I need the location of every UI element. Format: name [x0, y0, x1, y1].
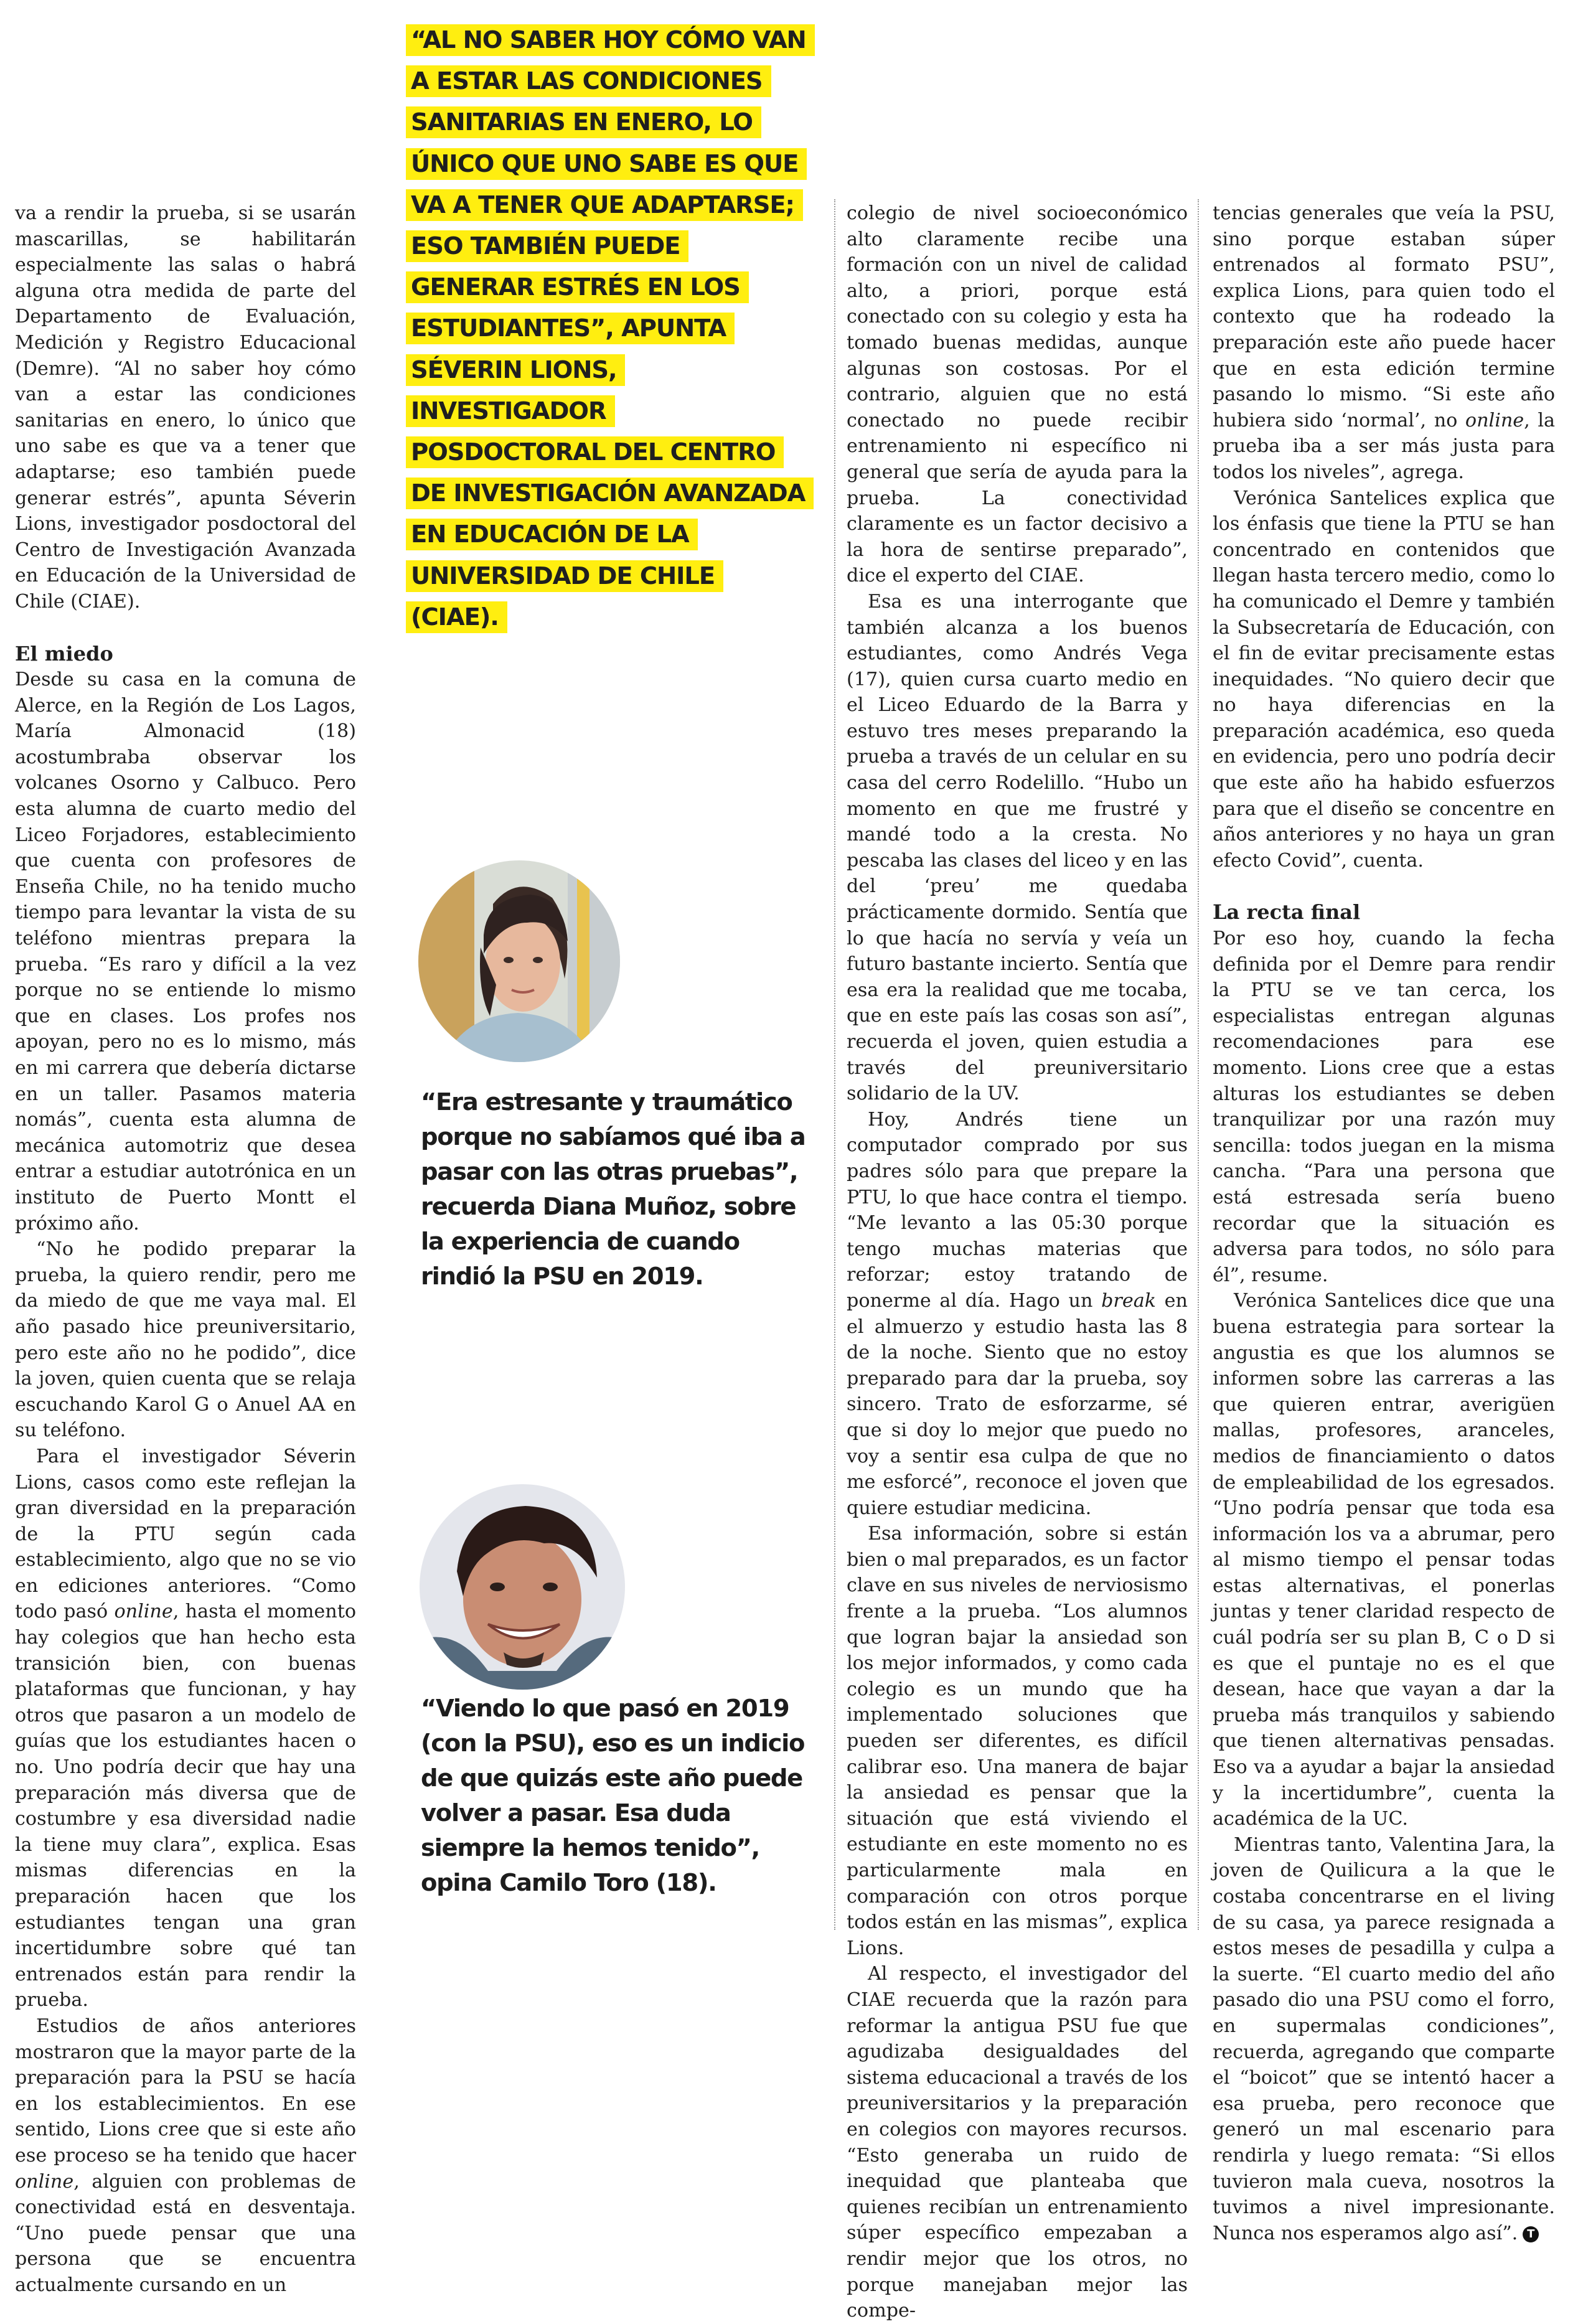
pull-quote-line: SÉVERIN LIONS, — [406, 354, 625, 386]
photo-caption-diana — [421, 1085, 832, 1294]
caption-line: “Viendo lo que pasó en 2019 — [421, 1695, 789, 1723]
caption-line: siempre la hemos tenido”, — [421, 1834, 759, 1862]
pull-quote-line: ESO TAMBIÉN PUEDE — [406, 230, 688, 262]
article-column-1 — [15, 200, 356, 2298]
paragraph: Esa es una interrogante que también alcanza a los buenos estudiantes, como Andrés Vega (17), quien cursa cuarto medio en el Liceo Eduardo de la Barra y estuvo tres meses preparando la prueba a través de un celular en su casa del cerro Rodelillo. “Hubo un momento en que me frustré y mandé todo a la cresta. No pescaba las clases del liceo y en las del ‘preu’ me quedaba prácticamente dormido. Sentía que lo que hacía no servía y veía un futuro bastante incierto. Sentía que esa era la realidad que me tocaba, que en este país las cosas son así”, recuerda el joven, quien estudia a través del preuniversitario solidario de la UV. — [847, 590, 1188, 1105]
column-divider — [834, 199, 835, 1930]
paragraph: Verónica Santelices explica que los énfasis que tiene la PTU se han concentrado en contenidos que llegan hasta tercero medio, como lo ha comunicado el Demre y también la Subsecretaría de Educación, con el fin de evitar precisamente estas inequidades. “No quiero decir que no haya diferencias en la preparación académica, eso queda en evidencia, pero uno podría decir que este año ha habido esfuerzos para que el diseño se concentre en años anteriores y no haya un gran efecto Covid”, cuenta. — [1213, 487, 1555, 872]
photo-caption-camilo — [421, 1691, 832, 1901]
pull-quote-line: VA A TENER QUE ADAPTARSE; — [406, 189, 803, 221]
caption-line: la experiencia de cuando — [421, 1228, 740, 1256]
paragraph: tencias generales que veía la PSU, sino porque estaban súper entrenados al formato PSU”, explica Lions, para quien todo el contexto que ha rodeado la preparación este año puede hacer que en esta edición termine pasando lo mismo. “Si este año hubiera sido ‘normal’, no online, la prueba iba a ser más justa para todos los niveles”, agrega. — [1213, 202, 1555, 483]
paragraph: Por eso hoy, cuando la fecha definida por el Demre para rendir la PTU se ve tan cerca, los especialistas entregan algunas recomendaciones para ese momento. Lions cree que a estas alturas los estudiantes se deben tranquilizar por una razón muy sencilla: todos juegan en la misma cancha. “Para una persona que está estresada sería bueno recordar que la situación es adversa para todos, no sólo para él”, resume. — [1213, 928, 1555, 1286]
paragraph: Esa información, sobre si están bien o mal preparados, es un factor clave en sus niveles de nerviosismo frente a la prueba. “Los alumnos que logran bajar la ansiedad son los mejor informados, y como cada colegio es un mundo que ha implementado soluciones que pueden ser diferentes, es difícil calibrar eso. Una manera de bajar la ansiedad es pensar que la situación que está viviendo el estudiante en este momento no es particularmente mala en comparación con otros porque todos están en las mismas”, explica Lions. — [847, 1523, 1188, 1959]
pull-quote-line: SANITARIAS EN ENERO, LO — [406, 106, 761, 138]
caption-line: rindió la PSU en 2019. — [421, 1263, 703, 1291]
end-of-article-icon: T — [1523, 2226, 1539, 2242]
pull-quote — [406, 20, 817, 638]
paragraph: colegio de nivel socioeconómico alto claramente recibe una formación con un nivel de calidad alto, a priori, porque está conectado con su colegio y esta ha tomado buenas medidas, aunque algunas son costosas. Por el contrario, alguien que no está conectado no puede recibir entrenamiento ni específico ni general que sería de ayuda para la prueba. La conectividad claramente es un factor decisivo a la hora de sentirse preparado”, dice el experto del CIAE. — [847, 202, 1188, 587]
section-heading-el-miedo: El miedo — [15, 641, 113, 666]
section-heading-la-recta-final: La recta final — [1213, 900, 1361, 924]
paragraph: Hoy, Andrés tiene un computador comprado por sus padres sólo para que prepare la PTU, lo que hace contra el tiempo. “Me levanto a las 05:30 porque tengo muchas materias que reforzar; estoy tratando de ponerme al día. Hago un break en el almuerzo y estudio hasta las 8 de la noche. Siento que no estoy preparado para dar la prueba, soy sincero. Trato de esforzarme, sé que si doy lo mejor que puedo no voy a sentir esa culpa de que no me esforcé”, reconoce el joven que quiere estudiar medicina. — [847, 1108, 1188, 1519]
caption-line: recuerda Diana Muñoz, sobre — [421, 1193, 796, 1221]
article-column-3 — [847, 200, 1188, 2324]
pull-quote-line: DE INVESTIGACIÓN AVANZADA — [406, 478, 814, 509]
pull-quote-line: POSDOCTORAL DEL CENTRO — [406, 436, 784, 468]
paragraph: Verónica Santelices dice que una buena estrategia para sortear la angustia es que los alumnos se informen sobre las carreras a las que quieren entrar, averigüen mallas, profesores, aranceles, medios de financiamiento o datos de empleabilidad de los egresados. “Uno podría pensar que toda esa información los va a abrumar, pero al mismo tiempo el pensar todas estas alternativas, el ponerlas juntas y tener claridad respecto de cuál podría ser su plan B, C o D si es que el puntaje no es el que desean, hace que vayan a dar la prueba más tranquilos y sabiendo que tienen alternativas pensadas. Eso va a ayudar a bajar la ansiedad y la incertidumbre”, cuenta la académica de la UC. — [1213, 1290, 1555, 1830]
article-column-4 — [1213, 200, 1555, 2246]
paragraph: va a rendir la prueba, si se usarán mascarillas, se habilitarán especialmente las salas o habrá alguna otra medida de parte del Departamento de Evaluación, Medición y Registro Educacional (Demre). “Al no saber hoy cómo van a estar las condiciones sanitarias en enero, lo único que uno sabe es que va a tener que adaptarse; eso también puede generar estrés”, apunta Séverin Lions, investigador posdoctoral del Centro de Investigación Avanzada en Educación de la Universidad de Chile (CIAE). — [15, 202, 356, 613]
portrait-photo-camilo — [420, 1484, 625, 1690]
caption-line: “Era estresante y traumático — [421, 1088, 792, 1116]
paragraph: Para el investigador Séverin Lions, casos como este reflejan la gran diversidad en la preparación de la PTU según cada establecimiento, algo que no se vio en ediciones anteriores. “Como todo pasó online, hasta el momento hay colegios que han hecho esta transición bien, con buenas plataformas que funcionan, y hay otros que pasaron a un modelo de guías que los estudiantes hacen o no. Uno podría decir que hay una preparación más diversa que de costumbre y esa diversidad nadie la tiene muy clara”, explica. Esas mismas diferencias en la preparación hacen que los estudiantes tengan una gran incertidumbre sobre qué tan entrenados están para rendir la prueba. — [15, 1445, 357, 2011]
caption-line: porque no sabíamos qué iba a — [421, 1123, 806, 1151]
paragraph: Desde su casa en la comuna de Alerce, en la Región de Los Lagos, María Almonacid (18) acostumbraba observar los volcanes Osorno y Calbuco. Pero esta alumna de cuarto medio del Liceo Forjadores, establecimiento que cuenta con profesores de Enseña Chile, no ha tenido mucho tiempo para levantar la vista de su teléfono mientras prepara la prueba. “Es raro y difícil a la vez porque no se entiende lo mismo que en clases. Los profes nos apoyan, pero no es lo mismo, más en mi carrera que debería dictarse en un taller. Pasamos materia nomás”, cuenta esta alumna de mecánica automotriz que desea entrar a estudiar autotrónica en un instituto de Puerto Montt el próximo año. — [15, 669, 356, 1235]
pull-quote-line: ESTUDIANTES”, APUNTA — [406, 313, 735, 344]
caption-line: opina Camilo Toro (18). — [421, 1869, 716, 1897]
portrait-photo-diana — [418, 860, 620, 1062]
column-divider — [1198, 199, 1199, 1930]
paragraph: Mientras tanto, Valentina Jara, la joven de Quilicura a la que le costaba concentrarse en el living de su casa, ya parece resignada a estos meses de pesadilla y culpa a la suerte. “El cuarto medio del año pasado dio una PSU como el forro, en supermalas condiciones”, recuerda, agregando que comparte el “boicot” que se intentó hacer a esa prueba, pero reconoce que generó un mal escenario para rendirla y luego remata: “Si ellos tuvieron mala cueva, nosotros la tuvimos a nivel impresionante. Nunca nos esperamos algo así”. T — [1213, 1833, 1555, 2244]
pull-quote-line: EN EDUCACIÓN DE LA — [406, 519, 698, 550]
pull-quote-line: ÚNICO QUE UNO SABE ES QUE — [406, 148, 807, 180]
pull-quote-line: A ESTAR LAS CONDICIONES — [406, 65, 771, 97]
pull-quote-line: “AL NO SABER HOY CÓMO VAN — [406, 24, 815, 56]
caption-line: (con la PSU), eso es un indicio — [421, 1729, 805, 1757]
caption-line: volver a pasar. Esa duda — [421, 1799, 731, 1827]
paragraph: Estudios de años anteriores mostraron que la mayor parte de la preparación para la PSU se hacía en los establecimientos. En ese sentido, Lions cree que si este año ese proceso se ha tenido que hacer online, alguien con problemas de conectividad está en desventaja. “Uno puede pensar que una persona que se encuentra actualmente cursando en un — [15, 2015, 356, 2296]
caption-line: de que quizás este año puede — [421, 1764, 802, 1792]
pull-quote-line: UNIVERSIDAD DE CHILE (CIAE). — [406, 560, 723, 633]
paragraph: Al respecto, el investigador del CIAE recuerda que la razón para reformar la antigua PSU fue que agudizaba desigualdades del sistema educacional a través de los preuniversitarios y la preparación en colegios con mayores recursos. “Esto generaba un ruido de inequidad que planteaba que quienes recibían un entrenamiento súper específico empezaban a rendir mejor que los otros, no porque manejaban mejor las compe- — [847, 1963, 1188, 2322]
pull-quote-line: INVESTIGADOR — [406, 395, 615, 427]
caption-line: pasar con las otras pruebas”, — [421, 1158, 798, 1186]
pull-quote-line: GENERAR ESTRÉS EN LOS — [406, 271, 749, 303]
paragraph: “No he podido preparar la prueba, la quiero rendir, pero me da miedo de que me vaya mal. El año pasado hice preuniversitario, pero este año no he podido”, dice la joven, quien cuenta que se relaja escuchando Karol G o Anuel AA en su teléfono. — [15, 1238, 356, 1442]
